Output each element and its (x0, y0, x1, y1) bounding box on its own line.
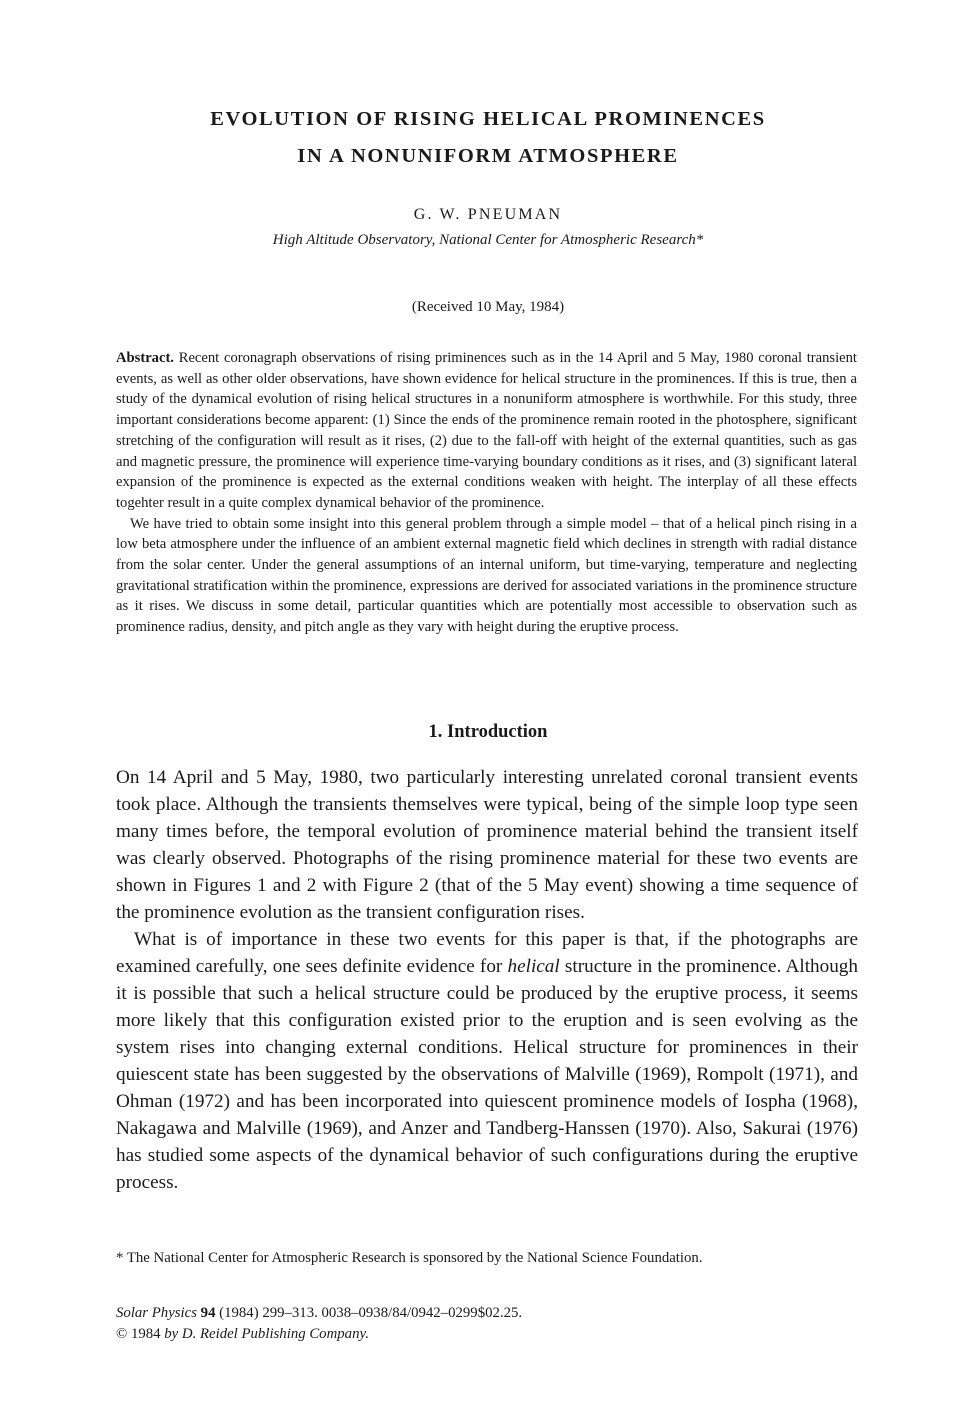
journal-pages: (1984) 299–313. 0038–0938/84/0942–0299$02.25. (215, 1305, 523, 1321)
author-affiliation: High Altitude Observatory, National Center for Atmospheric Research* (272, 232, 704, 248)
intro-p2-end: structure in the prominence. Although it is possible that such a helical structure could be produced by the eruptive process, it seems more likely that this configuration existed prior to the eruption and is seen evolving as the system rises into changing external conditions. Helical structure for prominences in their quiescent state has been suggested by the observations of Malville (1969), Rompolt (1971), and Ohman (1972) and has been incorporated into quiescent prominence models of Iospha (1968), Nakagawa and Malville (1969), and Anzer and Tandberg-Hanssen (1970). Also, Sakurai (1976) has studied some aspects of the dynamical behavior of such configurations during the eruptive process. (116, 956, 858, 1193)
journal-info (116, 1303, 858, 1345)
intro-p2-emphasis: helical (507, 956, 560, 977)
intro-paragraph-1: On 14 April and 5 May, 1980, two particularly interesting unrelated coronal transient events took place. Although the transients themselves were typical, being of the simple loop type seen many times before, the temporal evolution of prominence material behind the transient itself was clearly observed. Photographs of the rising prominence material for these two events are shown in Figures 1 and 2 with Figure 2 (that of the 5 May event) showing a time sequence of the prominence evolution as the transient configuration rises. (116, 767, 858, 923)
received-date: (Received 10 May, 1984) (411, 299, 565, 315)
title-line-2: IN A NONUNIFORM ATMOSPHERE (297, 145, 679, 167)
title-line-1: EVOLUTION OF RISING HELICAL PROMINENCES (210, 108, 766, 130)
copyright-year: 1984 (127, 1326, 165, 1342)
publisher-name: by D. Reidel Publishing Company. (164, 1326, 369, 1342)
abstract-paragraph-2: We have tried to obtain some insight into this general problem through a simple model – that of a helical pinch rising in a low beta atmosphere under the influence of an ambient external magnetic field which declines in strength with radial distance from the solar center. Under the general assumptions of an internal uniform, but time-varying, temperature and neglecting gravitational stratification within the prominence, expressions are derived for associated variations in the prominence structure as it rises. We discuss in some detail, particular quantities which are potentially most accessible to observation such as prominence radius, density, and pitch angle as they vary with height during the eruptive process. (116, 515, 857, 636)
abstract-label: Abstract. (116, 350, 174, 366)
abstract-text-1: Recent coronagraph observations of rising priminences such as in the 14 April and 5 May, 1980 coronal transient events, as well as other older observations, have shown evidence for helical structure in the prominences. If this is true, then a study of the dynamical evolution of rising helical structures in a nonuniform atmosphere is worthwhile. For this study, three important considerations become apparent: (1) Since the ends of the prominence remain rooted in the photosphere, significant stretching of the configuration will result as it rises, (2) due to the fall-off with height of the external quantities, such as gas and magnetic pressure, the prominence will experience time-varying boundary conditions as it rises, and (3) significant lateral expansion of the prominence is expected as the external conditions weaken with height. The interplay of all these effects togehter result in a quite complex dynamical behavior of the prominence. (116, 350, 857, 511)
copyright-line (116, 1324, 858, 1345)
abstract (116, 348, 857, 638)
footnote: * The National Center for Atmospheric Research is sponsored by the National Science Foundation. (116, 1250, 703, 1266)
journal-citation (116, 1303, 858, 1324)
author-name: G. W. PNEUMAN (413, 206, 563, 223)
intro-paragraph-2 (116, 926, 858, 1196)
section-heading: 1. Introduction (428, 722, 548, 742)
journal-volume: 94 (200, 1305, 216, 1321)
abstract-paragraph-1 (116, 348, 857, 514)
introduction-body (116, 764, 858, 1196)
copyright-symbol: © (116, 1326, 128, 1342)
journal-name: Solar Physics (116, 1305, 197, 1321)
intro-p2-start: What is of importance in these two events for this paper is that, if the photographs are examined carefully, one sees definite evidence for (116, 929, 858, 977)
